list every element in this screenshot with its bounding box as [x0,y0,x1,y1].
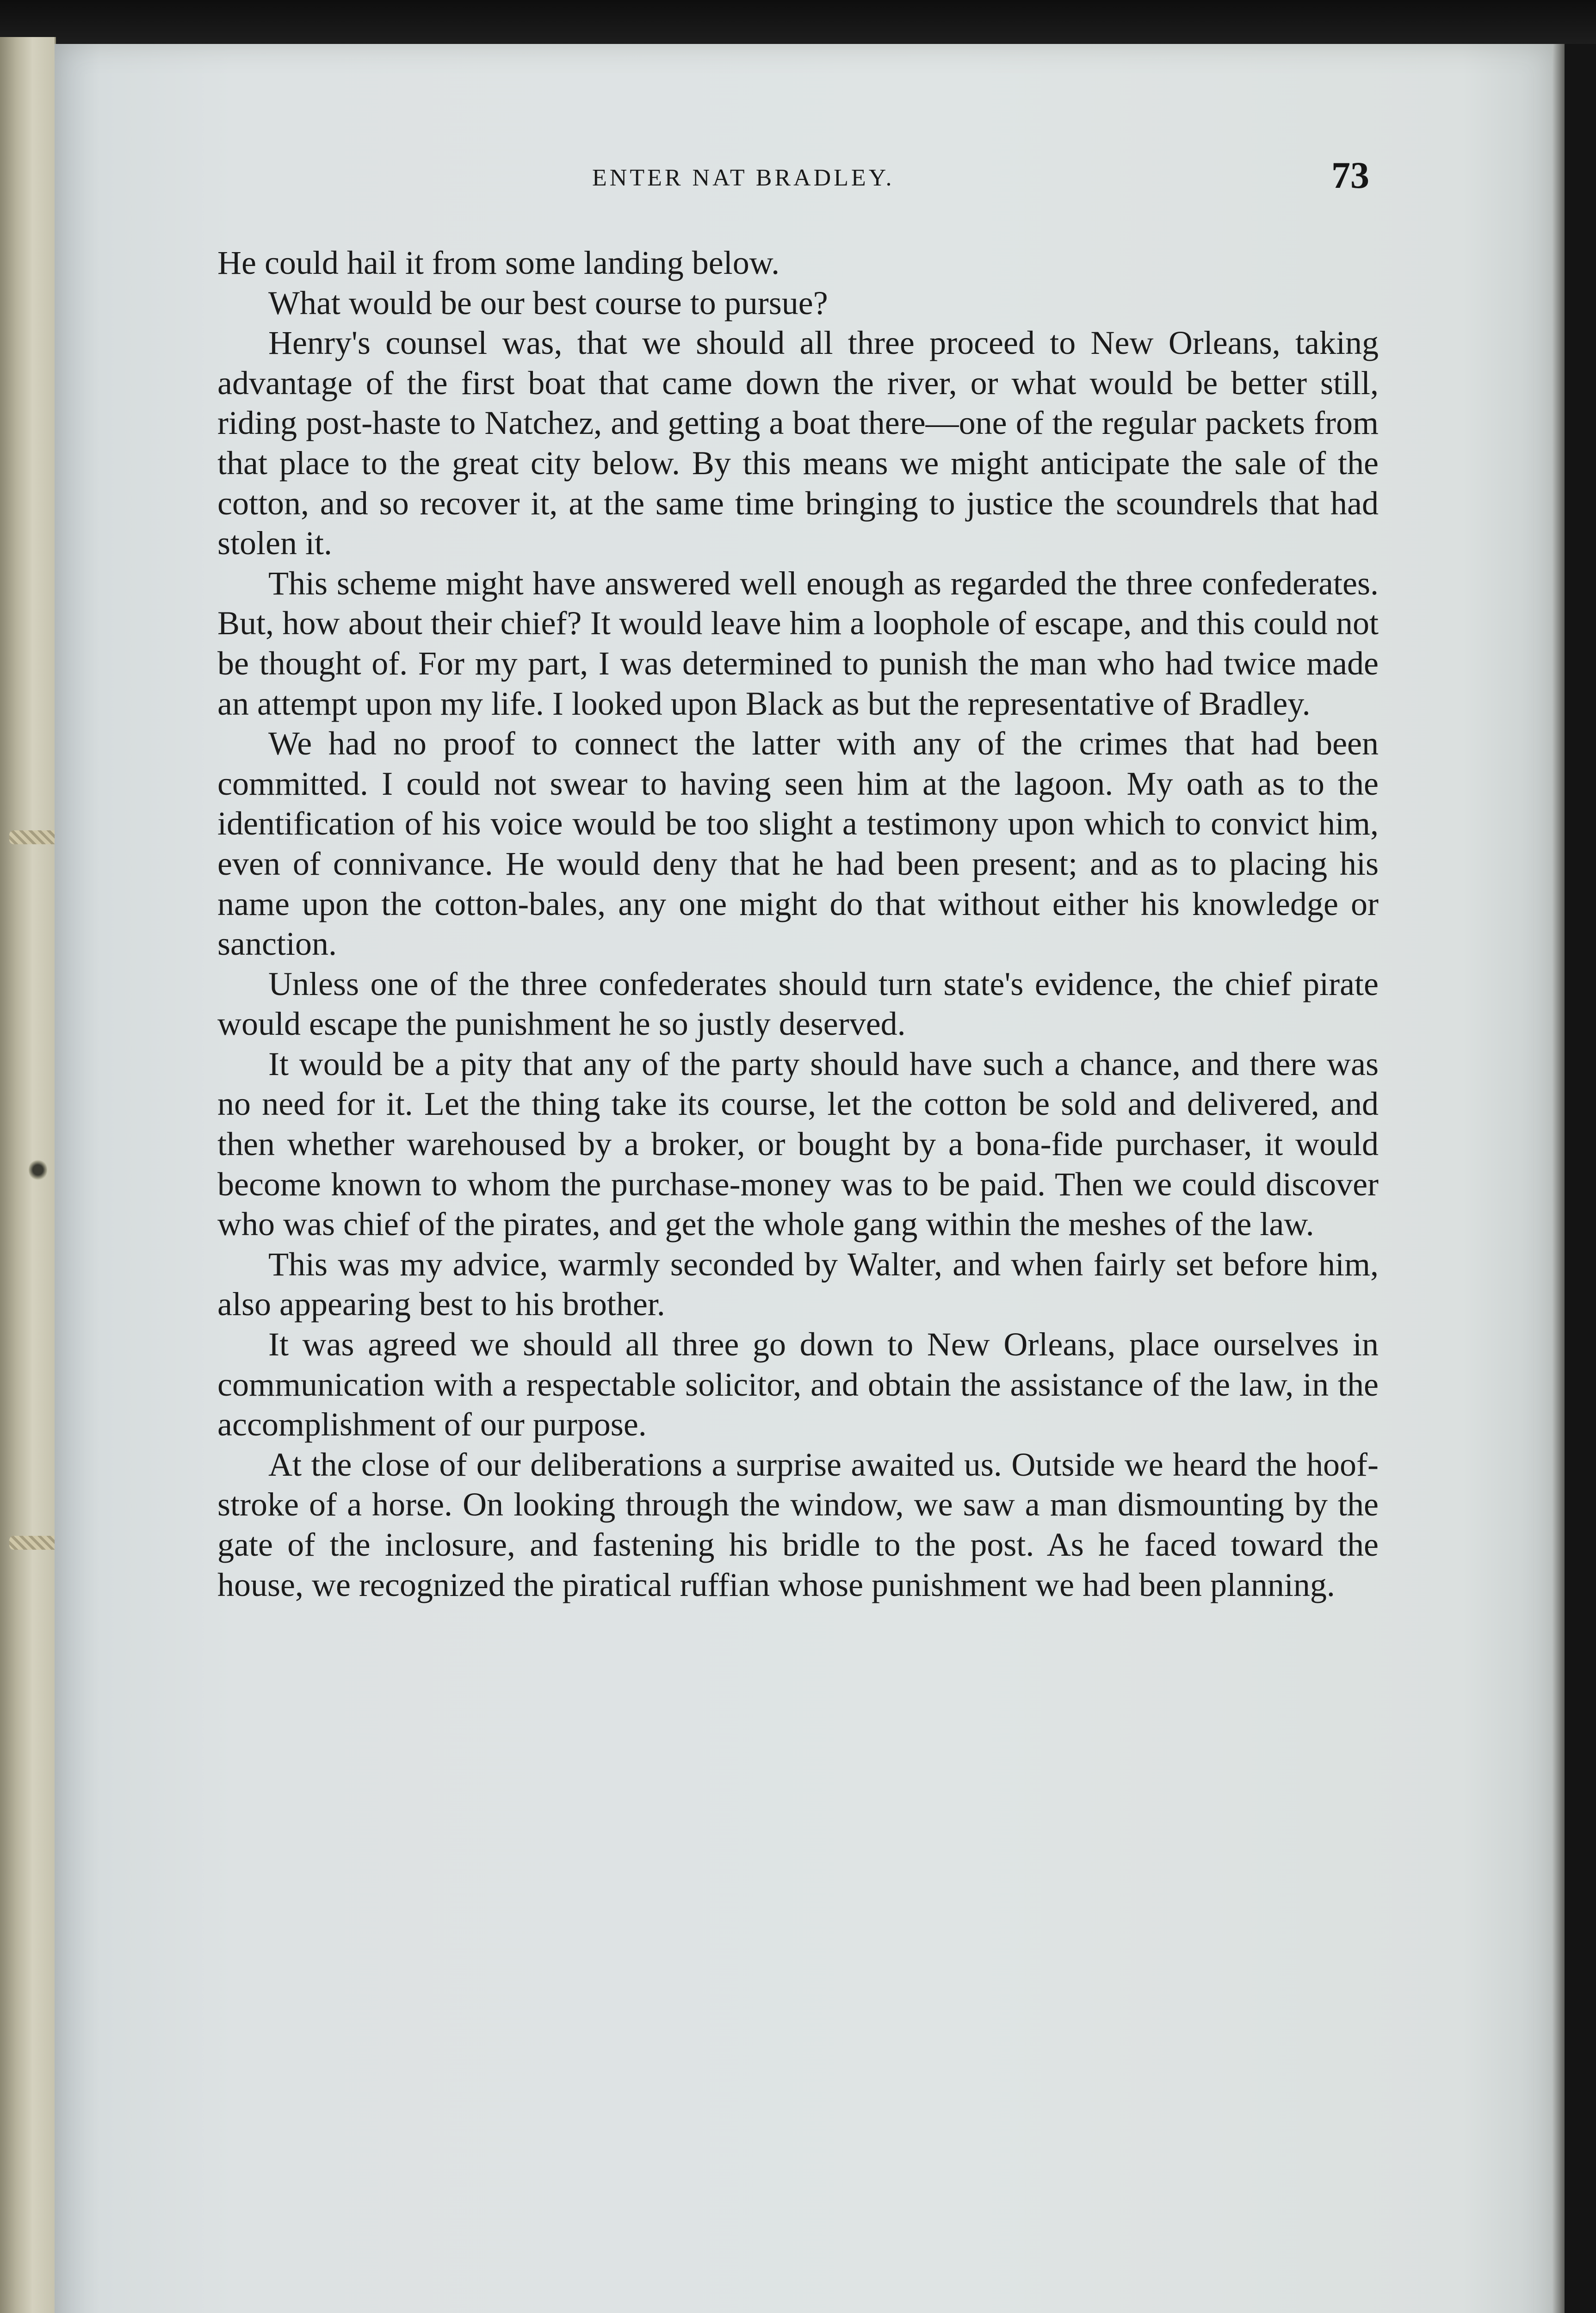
paragraph-7: It would be a pity that any of the party should have such a chance, and there was no need for it. Let the thing take its course, let the cotton be sold and delivered, and then whether warehoused by a broker, or bought by a bona-fide purchaser, it would become known to whom the purchase-money was to be paid. Then we could discover who was chief of the pirates, and get the whole gang within the meshes of the law. [217,1045,1379,1243]
paragraph-1: He could hail it from some landing below. [217,244,780,281]
paragraph-4: This scheme might have answered well enough as regarded the three confederates. But, how about their chief? It would leave him a loophole of escape, and this could not be thought of. For my part, I was determined to punish the man who had twice made an attempt upon my life. I looked upon Black as but the representative of Bradley. [217,564,1379,722]
paragraph-5: We had no proof to connect the latter with any of the crimes that had been committed. I could not swear to having seen him at the lagoon. My oath as to the identification of his voice would be too slight a testimony upon which to convict him, even of connivance. He would deny that he had been present; and as to placing his name upon the cotton-bales, any one might do that without either his knowledge or sanction. [217,725,1379,963]
running-header: ENTER NAT BRADLEY. [592,165,895,191]
book-spine [0,37,56,2313]
paragraph-8: This was my advice, warmly seconded by Walter, and when fairly set before him, also appearing best to his brother. [217,1245,1379,1323]
paragraph-9: It was agreed we should all three go down to New Orleans, place ourselves in communication with a respectable solicitor, and obtain the assistance of the law, in the accomplishment of our purpose. [217,1326,1379,1443]
paragraph-3: Henry's counsel was, that we should all three proceed to New Orleans, taking advantage of the first boat that came down the river, or what would be better still, riding post-haste to Natchez, and getting a boat there—one of the regular packets from that place to the great city below. By this means we might anticipate the sale of the cotton, and so recover it, at the same time bringing to justice the scoundrels that had stolen it. [217,324,1379,562]
paragraph-6: Unless one of the three confederates should turn state's evidence, the chief pirate would escape the punishment he so justly deserved. [217,965,1379,1043]
page-edge [1553,44,1565,2313]
scan-background-top [0,0,1596,44]
page-number: 73 [1331,154,1369,196]
paragraph-2: What would be our best course to pursue? [268,284,828,322]
binding-knot [29,1159,47,1181]
paragraph-10: At the close of our deliberations a surprise awaited us. Outside we heard the hoof-stroke of a horse. On looking through the window, we saw a man dismounting by the gate of the inclosure, and fastening his bridle to the post. As he faced toward the house, we recognized the piratical ruffian whose punishment we had been planning. [217,1446,1379,1603]
body-text [217,243,1379,1605]
